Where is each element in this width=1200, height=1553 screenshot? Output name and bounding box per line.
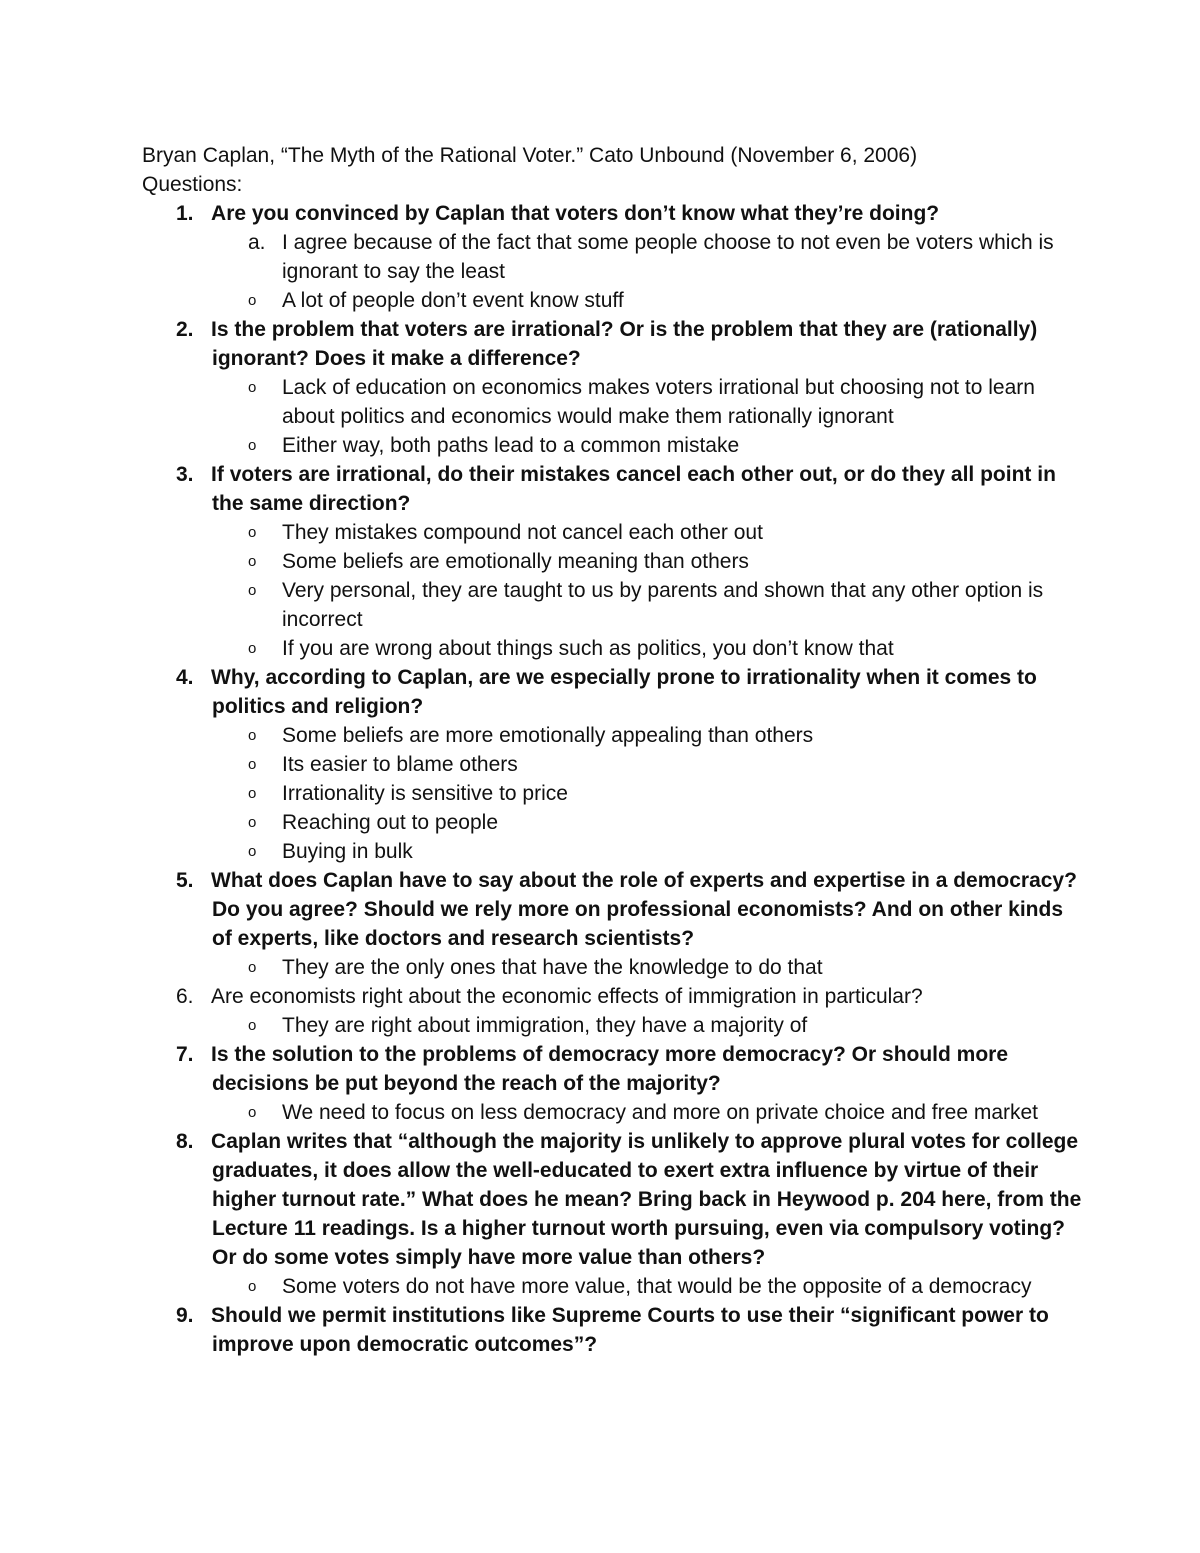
question-text: If voters are irrational, do their mistakes cancel each other out, or do they all point in the same direction?: [211, 463, 1056, 515]
answer-text: Irrationality is sensitive to price: [282, 782, 568, 805]
question-text: Is the problem that voters are irrational? Or is the problem that they are (rationally) ignorant? Does it make a difference?: [211, 318, 1038, 370]
answer-text: If you are wrong about things such as politics, you don’t know that: [282, 637, 894, 660]
circle-bullet-icon: o: [248, 1017, 257, 1034]
question-number: 1.: [176, 202, 194, 225]
questions-label: Questions:: [142, 173, 243, 196]
answer-item: [142, 779, 1082, 808]
circle-bullet-icon: o: [248, 292, 257, 309]
question-number: 2.: [176, 318, 194, 341]
letter-marker: a.: [248, 231, 266, 254]
answer-text: Some voters do not have more value, that would be the opposite of a democracy: [282, 1275, 1032, 1298]
circle-bullet-icon: o: [248, 640, 257, 657]
question-number: 3.: [176, 463, 194, 486]
question-list: [142, 199, 1082, 1359]
circle-bullet-icon: o: [248, 756, 257, 773]
answer-text: They mistakes compound not cancel each other out: [282, 521, 763, 544]
question-text: Are economists right about the economic effects of immigration in particular?: [211, 985, 923, 1008]
question-4: [142, 663, 1082, 721]
circle-bullet-icon: o: [248, 959, 257, 976]
question-number: 7.: [176, 1043, 194, 1066]
question-8: [142, 1127, 1082, 1272]
answer-item: [142, 808, 1082, 837]
circle-bullet-icon: o: [248, 814, 257, 831]
answer-item: [142, 1011, 1082, 1040]
circle-bullet-icon: o: [248, 785, 257, 802]
question-9: [142, 1301, 1082, 1359]
answer-text: They are right about immigration, they have a majority of: [282, 1014, 808, 1037]
answer-item: [142, 431, 1082, 460]
question-7: [142, 1040, 1082, 1098]
answer-text: Its easier to blame others: [282, 753, 518, 776]
answer-text: I agree because of the fact that some people choose to not even be voters which is ignorant to say the least: [282, 231, 1054, 283]
question-1: [142, 199, 1082, 228]
question-3: [142, 460, 1082, 518]
document-page: [142, 141, 1082, 1359]
citation-line: Bryan Caplan, “The Myth of the Rational Voter.” Cato Unbound (November 6, 2006): [142, 144, 918, 167]
question-6: [142, 982, 1082, 1011]
question-5: [142, 866, 1082, 953]
answer-text: Reaching out to people: [282, 811, 498, 834]
answer-item: [142, 750, 1082, 779]
question-number: 6.: [176, 985, 194, 1008]
answer-item: [142, 547, 1082, 576]
answer-item: [142, 634, 1082, 663]
answer-item: [142, 286, 1082, 315]
circle-bullet-icon: o: [248, 379, 257, 396]
circle-bullet-icon: o: [248, 437, 257, 454]
question-text: What does Caplan have to say about the role of experts and expertise in a democracy? Do you agree? Should we rely more on professional economists? And on other kinds of experts, like doctors and research scientists?: [211, 869, 1077, 950]
question-number: 4.: [176, 666, 194, 689]
question-text: Why, according to Caplan, are we especially prone to irrationality when it comes to politics and religion?: [211, 666, 1037, 718]
answer-text: Some beliefs are more emotionally appealing than others: [282, 724, 814, 747]
answer-text: Very personal, they are taught to us by parents and shown that any other option is incorrect: [282, 579, 1044, 631]
question-text: Should we permit institutions like Supreme Courts to use their “significant power to improve upon democratic outcomes”?: [211, 1304, 1049, 1356]
circle-bullet-icon: o: [248, 727, 257, 744]
answer-text: Either way, both paths lead to a common mistake: [282, 434, 740, 457]
answer-text: A lot of people don’t event know stuff: [282, 289, 624, 312]
answer-item: [142, 576, 1082, 634]
answer-text: They are the only ones that have the knowledge to do that: [282, 956, 823, 979]
circle-bullet-icon: o: [248, 553, 257, 570]
question-text: Caplan writes that “although the majority is unlikely to approve plural votes for college graduates, it does allow the well-educated to exert extra influence by virtue of their higher turnout rate.” What does he mean? Bring back in Heywood p. 204 here, from the Lecture 11 readings. Is a higher turnout worth pursuing, even via compulsory voting? Or do some votes simply have more value than others?: [211, 1130, 1082, 1269]
question-text: Is the solution to the problems of democracy more democracy? Or should more decisions be put beyond the reach of the majority?: [211, 1043, 1009, 1095]
question-number: 9.: [176, 1304, 194, 1327]
circle-bullet-icon: o: [248, 1278, 257, 1295]
question-text: Are you convinced by Caplan that voters don’t know what they’re doing?: [211, 202, 940, 225]
circle-bullet-icon: o: [248, 582, 257, 599]
answer-item: [142, 721, 1082, 750]
question-number: 5.: [176, 869, 194, 892]
circle-bullet-icon: o: [248, 1104, 257, 1121]
answer-item: [142, 228, 1082, 286]
answer-text: Some beliefs are emotionally meaning than others: [282, 550, 749, 573]
answer-text: Buying in bulk: [282, 840, 413, 863]
answer-text: We need to focus on less democracy and more on private choice and free market: [282, 1101, 1039, 1124]
answer-item: [142, 837, 1082, 866]
answer-item: [142, 1098, 1082, 1127]
circle-bullet-icon: o: [248, 524, 257, 541]
question-number: 8.: [176, 1130, 194, 1153]
answer-item: [142, 518, 1082, 547]
answer-item: [142, 953, 1082, 982]
answer-text: Lack of education on economics makes voters irrational but choosing not to learn about politics and economics would make them rationally ignorant: [282, 376, 1035, 428]
answer-item: [142, 373, 1082, 431]
answer-item: [142, 1272, 1082, 1301]
circle-bullet-icon: o: [248, 843, 257, 860]
question-2: [142, 315, 1082, 373]
